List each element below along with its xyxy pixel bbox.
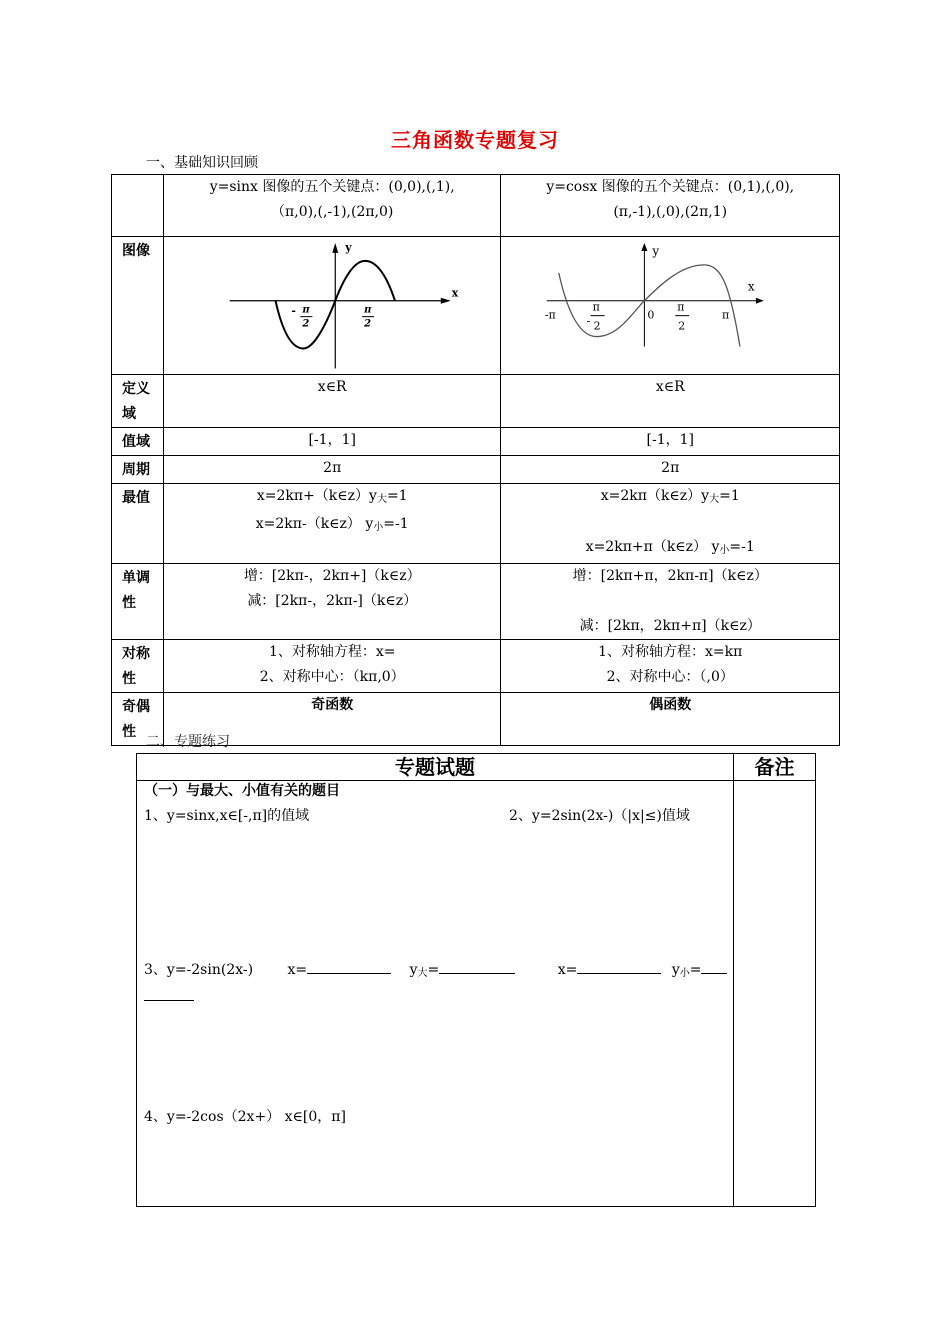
question-3-ymin-blank-a[interactable] <box>701 957 727 974</box>
question-3-ymax-eq: = <box>427 962 440 978</box>
cos-neg-sign: - <box>587 314 591 328</box>
cos-x-label: x <box>748 279 756 294</box>
cos-graph-cell <box>501 237 840 375</box>
basics-table <box>111 174 840 746</box>
row-label-symmetry <box>112 640 164 693</box>
question-3-x1-blank[interactable] <box>307 957 391 974</box>
sin-graph <box>164 237 501 374</box>
sin-neg-two: 2 <box>302 318 310 330</box>
monotonic-label-line2: 性 <box>122 595 136 612</box>
cos-increasing: 增：[2kπ+π，2kπ-π]（k∈z） <box>572 568 768 585</box>
cos-axis-equation: 1、对称轴方程：x=kπ <box>598 644 743 661</box>
question-3-ymax-label: y <box>409 962 418 978</box>
question-3-text: 3、y=-2sin(2x-) <box>144 962 254 978</box>
cos-decreasing: 减：[2kπ，2kπ+π]（k∈z） <box>579 618 761 635</box>
cos-neg-half-two: 2 <box>594 319 602 333</box>
question-2: 2、y=2sin(2x-)（|x|≤)值域 <box>509 808 690 824</box>
sin-x-arrow <box>441 298 451 304</box>
symmetry-label-line1: 对称 <box>122 646 150 663</box>
question-1: 1、y=sinx,x∈[-,π]的值域 <box>144 808 310 824</box>
page-title: 三角函数专题复习 <box>391 128 559 152</box>
cos-x-arrow <box>756 298 764 304</box>
question-3-x2-blank[interactable] <box>577 957 661 974</box>
question-3-x2-label: x= <box>557 962 578 978</box>
sin-keypoints-line2: （π,0),(,-1),(2π,0) <box>271 204 394 220</box>
row-label-image: 图像 <box>112 237 164 375</box>
sin-min: x=2kπ-（k∈z） $y_小=-1$ <box>255 516 409 534</box>
cos-range: [-1，1] <box>501 428 840 456</box>
cos-neg-half-pi: π <box>593 300 601 314</box>
sin-increasing: 增：[2kπ-，2kπ+]（k∈z） <box>243 568 421 585</box>
cos-symmetry <box>501 640 840 693</box>
cos-min: x=2kπ+π（k∈z） $y_小=-1$ <box>585 539 755 557</box>
practice-header-main: 专题试题 <box>137 754 734 781</box>
question-3-ymin-label: y <box>671 962 680 978</box>
section-heading-practice: 二、专题练习 <box>146 734 230 750</box>
row-label-domain <box>112 375 164 428</box>
cos-pi: π <box>722 308 730 322</box>
section-heading-basics: 一、基础知识回顾 <box>146 155 258 171</box>
parity-label-line2: 性 <box>122 724 136 741</box>
row-label-range: 值域 <box>112 428 164 456</box>
sin-max: $x=2k\pi+(k\in z)y_大=1$ <box>256 488 408 506</box>
practice-questions-cell <box>137 781 734 1207</box>
cos-origin: 0 <box>647 308 655 322</box>
symmetry-label-line2: 性 <box>122 671 136 688</box>
cos-max: $x=2k\pi(k\in z)y_大=1$ <box>600 488 740 506</box>
sin-y-label: y <box>345 240 352 254</box>
row-label-extremum: 最值 <box>112 484 164 564</box>
monotonic-label-line1: 单调 <box>122 570 150 587</box>
sin-extremum <box>163 484 501 564</box>
cos-pos-half-pi: π <box>677 300 685 314</box>
sin-y-arrow <box>332 243 338 253</box>
cos-graph <box>501 237 839 374</box>
sin-keypoints-line1: y=sinx 图像的五个关键点：(0,0),(,1), <box>209 179 455 195</box>
subsection-extremum: （一）与最大、小值有关的题目 <box>144 783 340 799</box>
row-label-monotonic <box>112 564 164 640</box>
domain-label-line2: 域 <box>122 406 136 423</box>
cos-y-label: y <box>652 243 660 258</box>
cos-keypoints-header <box>501 175 840 237</box>
sin-domain: x∈R <box>163 375 501 428</box>
sin-pos-pi: π <box>364 304 372 316</box>
sin-pos-two: 2 <box>364 318 371 330</box>
question-3-ymin-blank-b[interactable] <box>144 984 194 1001</box>
question-3 <box>144 957 727 979</box>
question-4: 4、y=-2cos（2x+） x∈[0，π] <box>144 1109 346 1125</box>
cos-center: 2、对称中心：（,0） <box>606 669 734 686</box>
sin-neg-sign: - <box>291 304 296 318</box>
practice-header-note: 备注 <box>734 754 816 781</box>
sin-decreasing: 减：[2kπ-，2kπ-]（k∈z） <box>247 593 418 610</box>
sin-period: 2π <box>163 456 501 484</box>
sin-symmetry <box>163 640 501 693</box>
question-3-ymax-blank[interactable] <box>439 957 515 974</box>
question-3-ymin-sub: 小 <box>679 968 690 979</box>
cos-y-arrow <box>642 243 648 251</box>
cos-parity: 偶函数 <box>501 693 840 746</box>
cos-monotonic <box>501 564 840 640</box>
cos-keypoints-line2: (π,-1),(,0),(2π,1) <box>613 204 728 220</box>
sin-range: [-1，1] <box>163 428 501 456</box>
cos-neg-pi: -π <box>545 308 557 322</box>
sin-axis-equation: 1、对称轴方程：x= <box>268 644 396 661</box>
sin-x-label: x <box>451 286 459 300</box>
question-3-ymax-sub: 大 <box>417 968 428 979</box>
question-3-continuation <box>144 984 194 1005</box>
cos-curve <box>559 265 740 347</box>
question-3-x1-label: x= <box>287 962 308 978</box>
question-3-ymin-eq: = <box>689 962 702 978</box>
sin-graph-cell <box>163 237 501 375</box>
parity-label-line1: 奇偶 <box>122 699 150 716</box>
cos-pos-half-two: 2 <box>678 319 686 333</box>
cos-keypoints-line1: y=cosx 图像的五个关键点：(0,1),(,0), <box>546 179 795 195</box>
sin-center: 2、对称中心：（kπ,0） <box>259 669 405 686</box>
practice-notes-cell <box>734 781 816 1207</box>
cos-extremum <box>501 484 840 564</box>
cos-domain: x∈R <box>501 375 840 428</box>
sin-parity: 奇函数 <box>163 693 501 746</box>
corner-cell <box>112 175 164 237</box>
sin-monotonic <box>163 564 501 640</box>
domain-label-line1: 定义 <box>122 381 150 398</box>
cos-period: 2π <box>501 456 840 484</box>
row-label-period: 周期 <box>112 456 164 484</box>
sin-keypoints-header <box>163 175 501 237</box>
sin-neg-pi: π <box>302 304 310 316</box>
